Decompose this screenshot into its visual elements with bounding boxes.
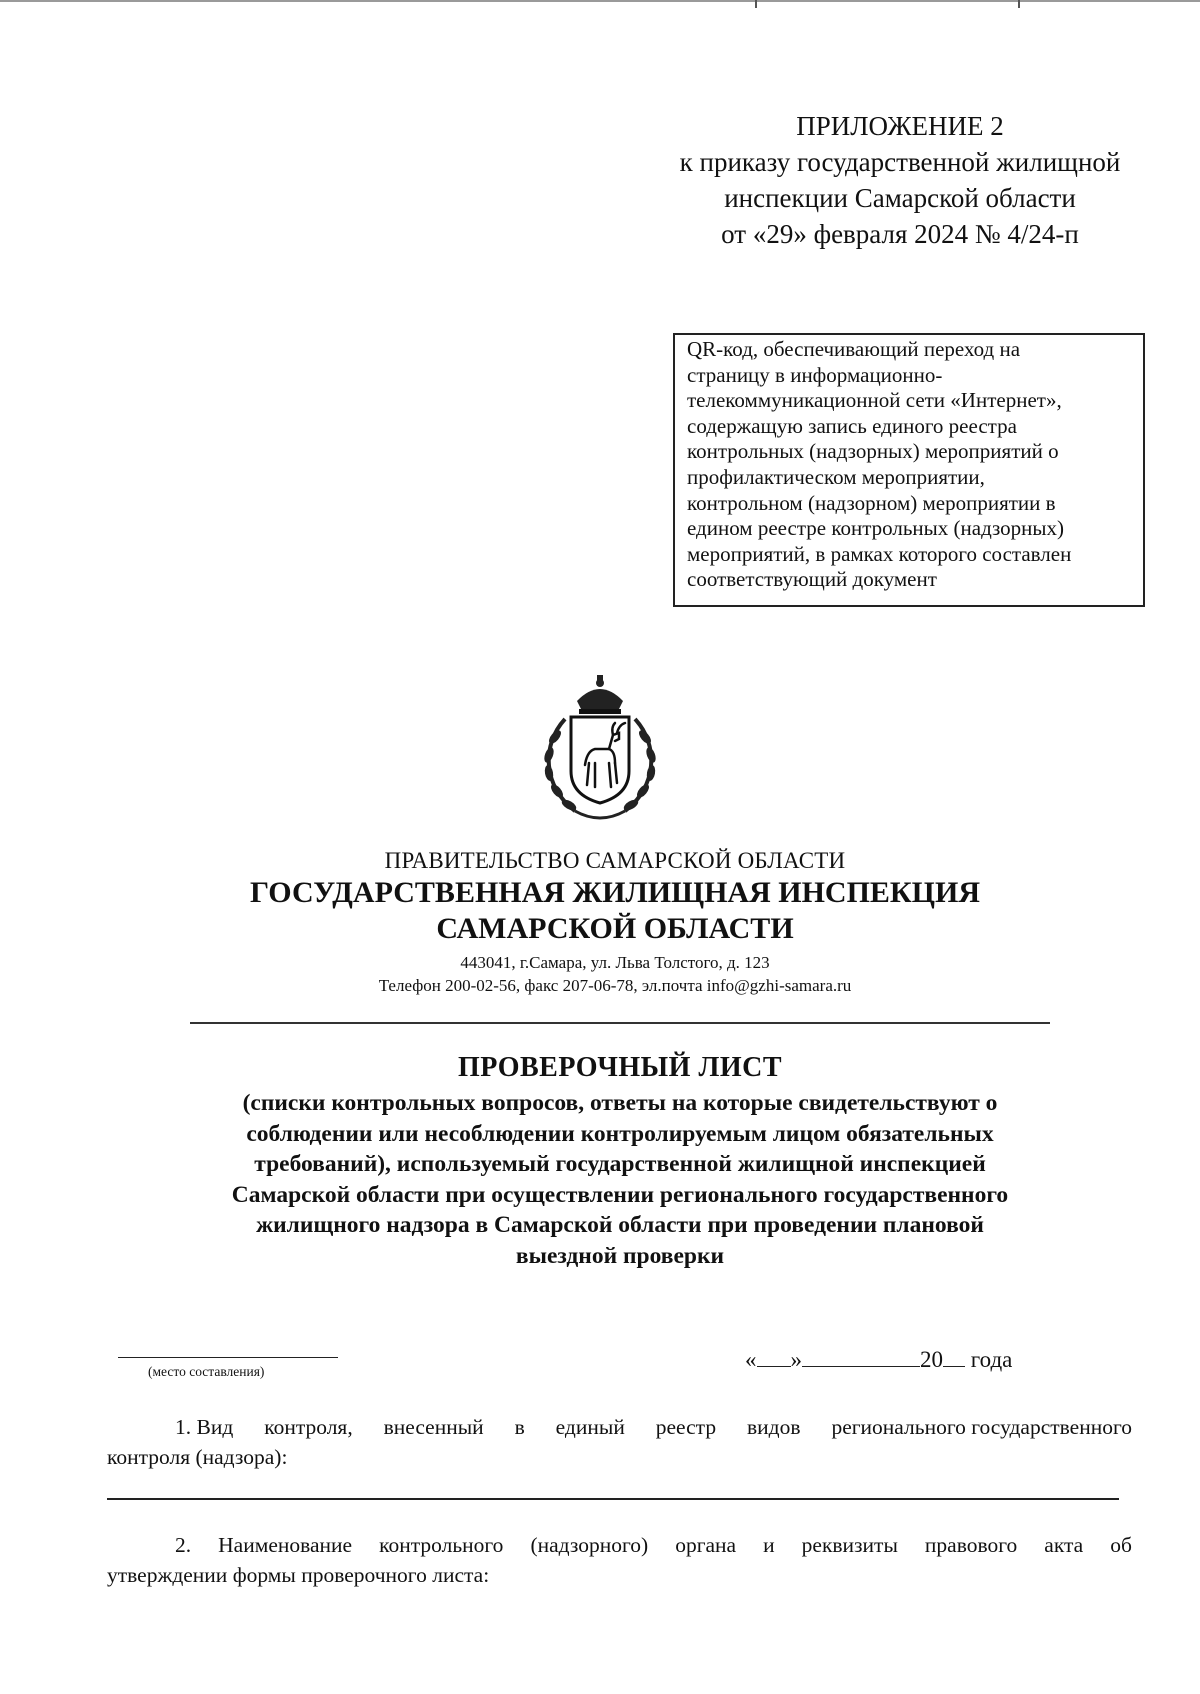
qr-code-placeholder-box [673, 333, 1145, 607]
subtitle-line: Самарской области при осуществлении регионального государственного [231, 1181, 1009, 1208]
organization-address: 443041, г.Самара, ул. Льва Толстого, д. 123 [460, 953, 770, 972]
word: Наименование [218, 1533, 353, 1557]
word: (надзорного) [530, 1533, 649, 1557]
word: акта [1044, 1533, 1084, 1557]
item-authority-name [107, 1530, 1132, 1590]
control-type-fill-line [107, 1498, 1119, 1500]
word: видов [747, 1415, 801, 1439]
qr-note-line: QR-код, обеспечивающий переход на [687, 337, 1021, 361]
qr-note-line: профилактическом мероприятии, [687, 464, 985, 489]
document-title [140, 1050, 1100, 1271]
qr-note-line: телекоммуникационной сети «Интернет», [687, 388, 1062, 413]
word: регионального государственного [831, 1415, 1132, 1439]
annex-line: от «29» февраля 2024 № 4/24-п [721, 219, 1079, 249]
word: 1. Вид [175, 1415, 234, 1439]
word: внесенный [383, 1415, 484, 1439]
subtitle-line: требований), используемый государственной жилищной инспекцией [254, 1151, 986, 1177]
place-fill-line [118, 1357, 338, 1358]
inspection-name-line1: ГОСУДАРСТВЕННАЯ ЖИЛИЩНАЯ ИНСПЕКЦИЯ [249, 876, 981, 909]
qr-note-line: содержащую запись единого реестра [687, 413, 1017, 438]
qr-note-line: контрольных (надзорных) мероприятий о [687, 439, 1059, 464]
subtitle-line: соблюдении или несоблюдении контролируемым лицом обязательных [246, 1120, 994, 1147]
annex-line: инспекции Самарской области [724, 183, 1076, 213]
word: в [514, 1415, 525, 1439]
organization-header [200, 847, 1030, 997]
item-line1 [107, 1412, 1132, 1442]
subtitle-line: выездной проверки [515, 1242, 725, 1269]
qr-note-line: страницу в информационно- [687, 362, 943, 387]
qr-note-line: соответствующий документ [687, 567, 937, 592]
title-subtitle [140, 1088, 1100, 1271]
annex-line: к приказу государственной жилищной [679, 147, 1121, 177]
title-main: ПРОВЕРОЧНЫЙ ЛИСТ [457, 1052, 782, 1083]
word: правового [924, 1533, 1018, 1557]
item-control-type [107, 1412, 1132, 1472]
place-caption: (место составления) [148, 1364, 265, 1379]
item-line2: утверждении формы проверочного листа: [107, 1563, 490, 1587]
item-line2: контроля (надзора): [107, 1445, 288, 1469]
subtitle-line: (списки контрольных вопросов, ответы на которые свидетельствуют о [242, 1090, 998, 1116]
annex-header [640, 108, 1160, 252]
day-blank [757, 1346, 791, 1367]
word: контрольного [379, 1533, 504, 1557]
samara-coat-of-arms-icon [535, 675, 665, 825]
word: единый [555, 1415, 625, 1439]
organization-contacts: Телефон 200-02-56, факс 207-06-78, эл.почта info@gzhi-samara.ru [378, 976, 852, 995]
word: реестр [655, 1415, 717, 1439]
scan-mark [1018, 0, 1020, 8]
subtitle-line: жилищного надзора в Самарской области при проведении плановой [256, 1212, 984, 1238]
word: 2. [175, 1533, 192, 1557]
government-name: ПРАВИТЕЛЬСТВО САМАРСКОЙ ОБЛАСТИ [384, 848, 846, 873]
word: реквизиты [801, 1533, 898, 1557]
scan-mark [755, 0, 757, 8]
annex-line: ПРИЛОЖЕНИЕ 2 [796, 111, 1004, 141]
qr-note-line: контрольном (надзорном) мероприятии в [687, 490, 1056, 515]
year-blank [943, 1346, 965, 1367]
inspection-name-line2: САМАРСКОЙ ОБЛАСТИ [436, 912, 794, 945]
date-field [745, 1346, 1012, 1373]
word: контроля, [264, 1415, 353, 1439]
year-prefix: 20 [920, 1347, 943, 1372]
word: об [1110, 1533, 1132, 1557]
item-line1 [107, 1530, 1132, 1560]
month-blank [802, 1346, 920, 1367]
word: органа [675, 1533, 737, 1557]
year-suffix: года [965, 1347, 1013, 1372]
word: и [763, 1533, 775, 1557]
qr-note-line: едином реестре контрольных (надзорных) [687, 516, 1065, 541]
date-close-quote: » [790, 1347, 802, 1372]
top-scan-edge [0, 0, 1200, 2]
qr-note-line: мероприятий, в рамках которого составлен [687, 541, 1072, 566]
date-open-quote: « [745, 1347, 757, 1372]
header-divider [190, 1022, 1050, 1024]
